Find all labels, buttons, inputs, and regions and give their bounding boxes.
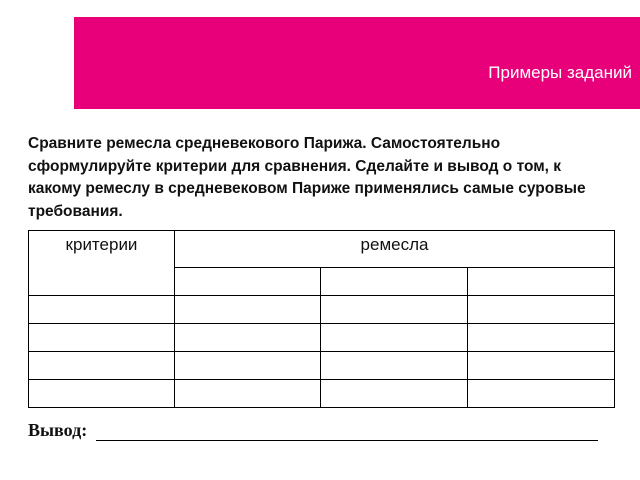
table-row	[29, 296, 615, 324]
title-banner	[74, 17, 640, 109]
conclusion-answer-line	[96, 440, 598, 441]
table-cell	[175, 352, 321, 380]
craft-name-cell	[175, 268, 321, 296]
comparison-table	[28, 230, 615, 408]
table-cell	[468, 324, 615, 352]
table-row	[29, 380, 615, 408]
conclusion-label: Вывод:	[28, 420, 88, 440]
table-cell	[175, 380, 321, 408]
table-cell	[175, 324, 321, 352]
table-cell	[321, 324, 468, 352]
table-cell	[321, 296, 468, 324]
criterion-cell	[29, 352, 175, 380]
table-cell	[468, 380, 615, 408]
slide-title: Примеры заданий	[488, 63, 632, 82]
criteria-header: критерии	[29, 231, 175, 296]
table-row	[29, 324, 615, 352]
crafts-header: ремесла	[175, 231, 615, 268]
table-cell	[468, 352, 615, 380]
criterion-cell	[29, 296, 175, 324]
table-cell	[175, 296, 321, 324]
table-cell	[321, 380, 468, 408]
table-header-row	[29, 231, 615, 268]
table-row	[29, 352, 615, 380]
task-text: Сравните ремесла средневекового Парижа. Самостоятельно сформулируйте критерии для сравнения. Сделайте и вывод о том, к какому ремеслу в средневековом Париже применялись самые суровые требования.	[28, 135, 586, 220]
criterion-cell	[29, 380, 175, 408]
table-cell	[321, 352, 468, 380]
craft-name-cell	[468, 268, 615, 296]
craft-name-cell	[321, 268, 468, 296]
criterion-cell	[29, 324, 175, 352]
table-cell	[468, 296, 615, 324]
